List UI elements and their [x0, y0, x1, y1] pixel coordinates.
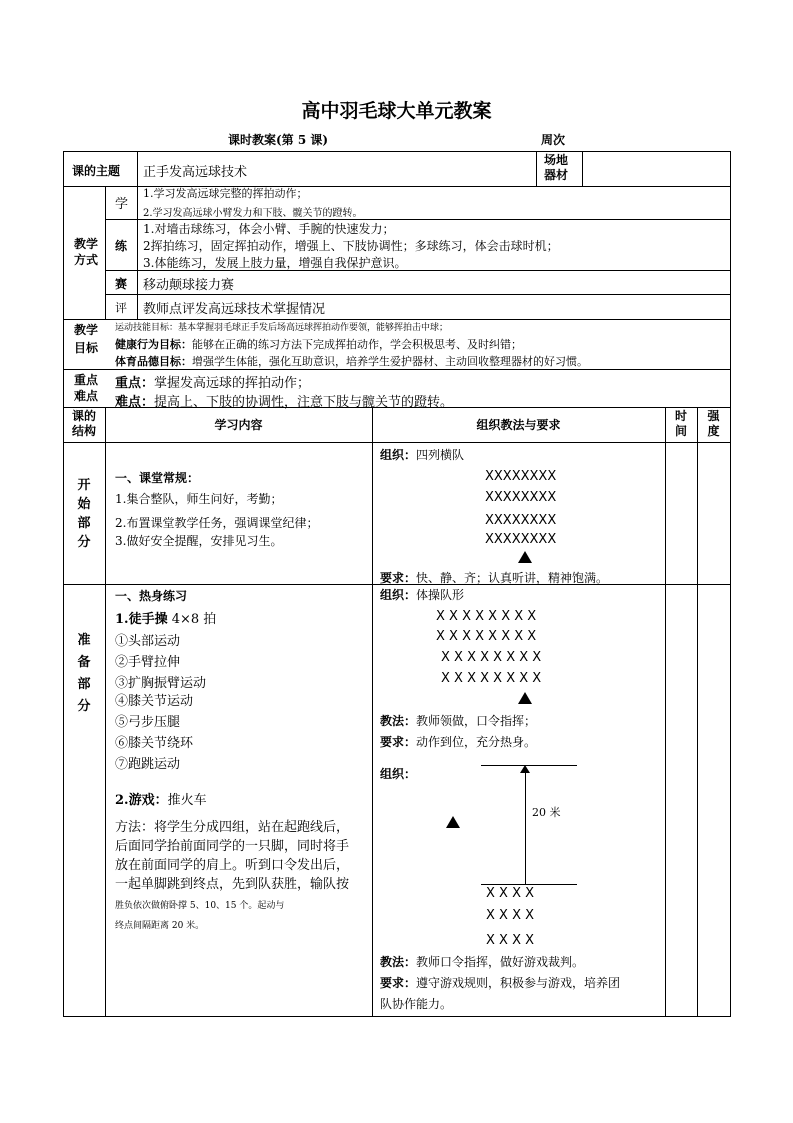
drill-count: 4×8 拍 — [171, 612, 217, 627]
hard-text: 提高上、下肢的协调性，注意下肢与髋关节的蹬转。 — [154, 395, 454, 410]
col-time: 时 间 — [674, 409, 687, 438]
drill-title: 1.徒手操 — [115, 612, 168, 627]
start-line — [481, 884, 577, 885]
start-item-3: 3.做好安全提醒，安排见习生。 — [115, 534, 283, 548]
prep-teach2-label: 教法： — [380, 955, 417, 969]
prep-req2-cont: 队协作能力。 — [380, 997, 453, 1011]
keypoints-label: 重点 难点 — [74, 373, 99, 403]
prep-org2-label: 组织： — [380, 767, 417, 781]
learn-tag: 学 — [115, 197, 129, 212]
arrow-head-icon — [520, 765, 530, 773]
prep-req2: 遵守游戏规则，积极参与游戏，培养团 — [416, 976, 621, 990]
game-row-3: X X X X — [486, 933, 535, 948]
game-desc-2: 后面同学抬前面同学的一只脚，同时将手 — [115, 839, 350, 854]
game-desc-4: 一起单脚跳到终点，先到队获胜，输队按 — [115, 877, 350, 892]
move-6: ⑥膝关节绕环 — [115, 736, 194, 751]
col-content: 学习内容 — [214, 418, 263, 432]
learn-line-1: 1.学习发高远球完整的挥拍动作； — [143, 187, 308, 200]
prep-row-4: X X X X X X X X — [441, 671, 542, 686]
goals-label: 教学 目标 — [74, 323, 99, 355]
evaluate-tag: 评 — [115, 301, 128, 315]
game-title: 2.游戏： — [115, 793, 168, 808]
prep-part-label: 准 备 部 分 — [77, 633, 91, 714]
start-org: 四列横队 — [416, 448, 465, 462]
venue-label: 场地 器材 — [544, 153, 569, 182]
prep-row-3: X X X X X X X X — [441, 650, 542, 665]
page-title: 高中羽毛球大单元教案 — [301, 100, 492, 122]
start-req-label: 要求： — [380, 571, 417, 585]
prep-row-1: X X X X X X X X — [436, 609, 537, 624]
start-row-3: XXXXXXXX — [485, 513, 557, 528]
topic-label: 课的主题 — [72, 164, 121, 178]
start-item-1: 1.集合整队，师生问好，考勤； — [115, 492, 283, 506]
move-2: ②手臂拉伸 — [115, 655, 181, 670]
start-org-label: 组织： — [380, 448, 417, 462]
compete-tag: 赛 — [115, 277, 128, 291]
start-row-2: XXXXXXXX — [485, 490, 557, 505]
prep-req2-label: 要求： — [380, 976, 417, 990]
game-desc-5: 胜负依次做俯卧撑 5、10、15 个。起动与 — [115, 901, 285, 911]
prep-teach2: 教师口令指挥，做好游戏裁判。 — [416, 955, 585, 969]
goal-ethics: 增强学生体能，强化互助意识，培养学生爱护器材、主动回收整理器材的好习惯。 — [192, 355, 588, 368]
start-row-1: XXXXXXXX — [485, 469, 557, 484]
game-name: 推火车 — [167, 793, 207, 808]
prep-row-2: X X X X X X X X — [436, 629, 537, 644]
prep-req-label: 要求： — [380, 735, 417, 749]
col-organization: 组织教法与要求 — [476, 418, 561, 432]
practice-line-3: 3.体能练习，发展上肢力量，增强自我保护意识。 — [143, 256, 407, 270]
move-3: ③扩胸振臂运动 — [115, 676, 207, 691]
compete-text: 移动颠球接力赛 — [143, 278, 235, 293]
method-label: 教学 方式 — [74, 237, 99, 267]
topic-value: 正手发高远球技术 — [143, 165, 248, 180]
prep-teach-label: 教法： — [380, 714, 417, 728]
game-desc-1: 方法：将学生分成四组，站在起跑线后， — [115, 820, 350, 835]
prep-org: 体操队形 — [416, 588, 465, 602]
distance-label: 20 米 — [532, 806, 561, 819]
teacher-triangle-icon — [518, 551, 532, 563]
practice-line-2: 2挥拍练习，固定挥拍动作，增强上、下肢协调性；多球练习，体会击球时机； — [143, 239, 559, 253]
col-structure: 课的 结构 — [71, 409, 96, 438]
teacher-triangle-icon — [446, 816, 460, 828]
col-intensity: 强 度 — [707, 409, 720, 438]
learn-line-2: 2.学习发高远球小臂发力和下肢、髋关节的蹬转。 — [143, 208, 363, 219]
week-label: 周次 — [541, 133, 566, 147]
move-1: ①头部运动 — [115, 634, 181, 649]
prep-req: 动作到位，充分热身。 — [416, 735, 537, 749]
key-text: 掌握发高远球的挥拍动作； — [154, 376, 311, 391]
move-5: ⑤弓步压腿 — [115, 715, 181, 730]
practice-tag: 练 — [115, 239, 128, 253]
practice-line-1: 1.对墙击球练习，体会小臂、手腕的快速发力； — [143, 222, 395, 236]
goal-health: 能够在正确的练习方法下完成挥拍动作，学会积极思考、及时纠错； — [192, 338, 522, 351]
prep-teach: 教师领做，口令指挥； — [416, 714, 537, 728]
distance-arrow — [525, 771, 526, 884]
start-req: 快、静、齐；认真听讲，精神饱满。 — [416, 571, 609, 585]
game-desc-6: 终点间隔距离 20 米。 — [115, 921, 205, 931]
lesson-number: 课时教案(第 5 课) — [228, 133, 329, 147]
game-row-1: X X X X — [486, 886, 535, 901]
move-7: ⑦跑跳运动 — [115, 757, 181, 772]
goal-skill: 运动技能目标：基本掌握羽毛球正手发后场高远球挥拍动作要领，能够挥拍击中球； — [115, 323, 449, 333]
prep-org-label: 组织： — [380, 588, 417, 602]
start-heading: 一、课堂常规： — [115, 471, 200, 485]
move-4: ④膝关节运动 — [115, 694, 194, 709]
goal-health-label: 健康行为目标： — [115, 338, 192, 351]
game-row-2: X X X X — [486, 908, 535, 923]
teacher-triangle-icon — [518, 692, 532, 704]
hard-label: 难点： — [115, 395, 155, 410]
start-item-2: 2.布置课堂教学任务，强调课堂纪律； — [115, 516, 319, 530]
evaluate-text: 教师点评发高远球技术掌握情况 — [143, 302, 326, 317]
start-part-label: 开 始 部 分 — [77, 478, 91, 550]
start-row-4: XXXXXXXX — [485, 532, 557, 547]
goal-ethics-label: 体育品德目标： — [115, 355, 192, 368]
key-label: 重点： — [115, 376, 155, 391]
game-desc-3: 放在前面同学的肩上。听到口令发出后， — [115, 858, 350, 873]
prep-heading: 一、热身练习 — [115, 589, 188, 603]
